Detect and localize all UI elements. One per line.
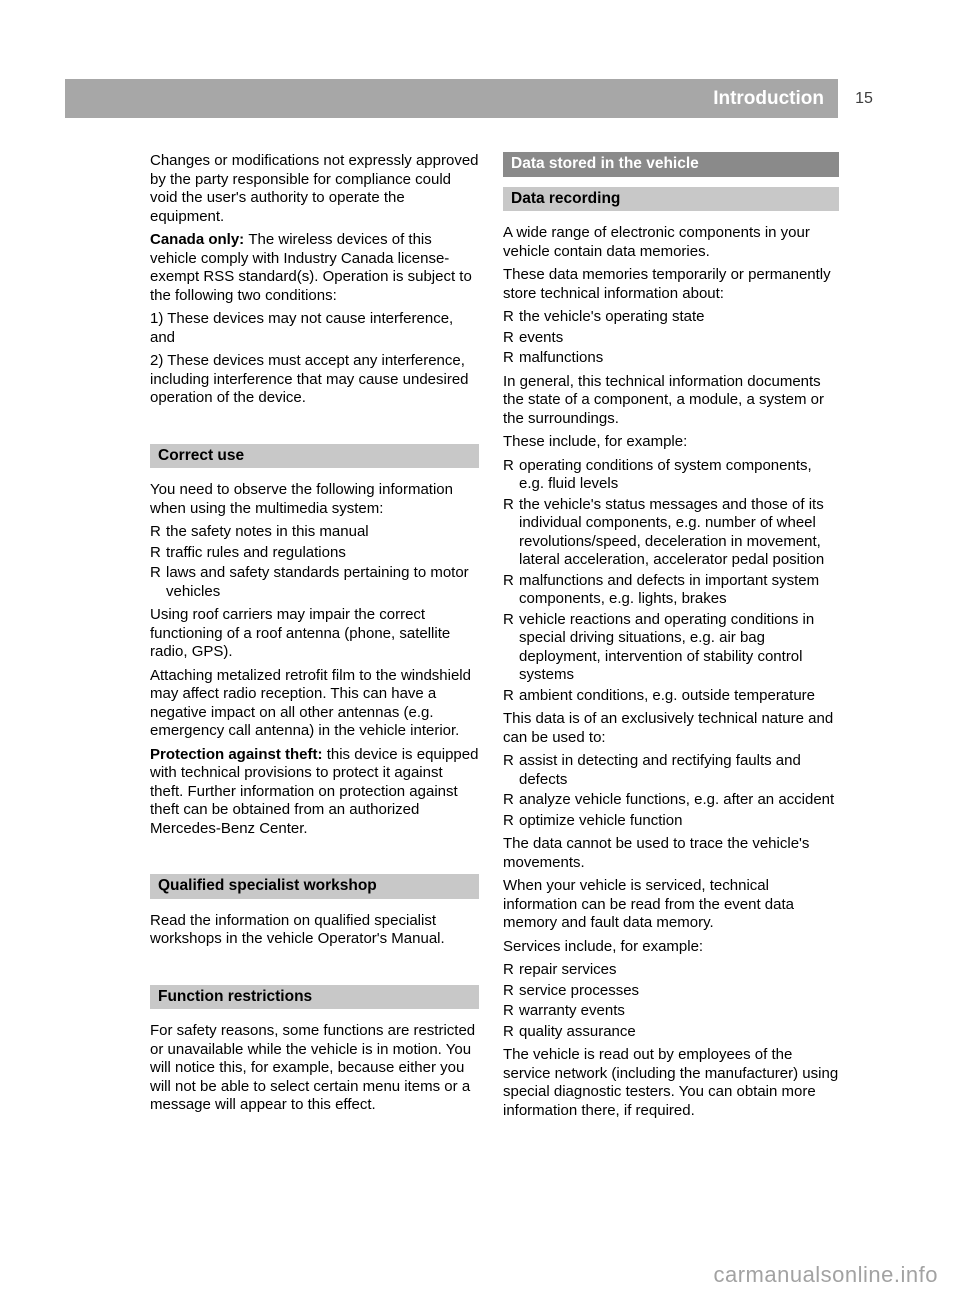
bullet-icon: R (503, 308, 514, 325)
right-column (503, 152, 839, 1125)
bullet-icon: R (503, 456, 514, 474)
bullet-icon: R (503, 328, 514, 346)
paragraph: Using roof carriers may impair the correct functioning of a roof antenna (phone, satellite radio, GPS). (150, 606, 451, 660)
paragraph: Canada only: The wireless devices of this vehicle comply with Industry Canada license-exempt RSS standard(s). Operation is subject to the following two conditions: (150, 231, 472, 304)
watermark: carmanualsonline.info (713, 1262, 938, 1287)
bullet-text: the vehicle's status messages and those of its individual components, e.g. number of wheel revolutions/speed, deceleration in movement, lateral acceleration, accelerator pedal position (519, 495, 825, 568)
bullet-item (503, 349, 839, 368)
paragraph: This data is of an exclusively technical nature and can be used to: (503, 710, 834, 746)
paragraph: These include, for example: (503, 433, 688, 450)
bullet-icon: R (503, 981, 514, 999)
bullet-item (503, 961, 839, 980)
paragraph: The data cannot be used to trace the vehicle's movements. (503, 835, 810, 871)
bullet-text: operating conditions of system components, e.g. fluid levels (519, 456, 812, 492)
bold-lead-in: Canada only: (150, 231, 249, 248)
left-column (150, 152, 479, 1120)
paragraph: For safety reasons, some functions are restricted or unavailable while the vehicle is in motion. You will notice this, for example, because either you will not be able to select certain menu items or a message will appear to this effect. (150, 1022, 476, 1113)
bullet-item (503, 572, 839, 609)
bullet-icon: R (503, 1022, 514, 1040)
bullet-icon: R (503, 1002, 514, 1019)
bullet-item (503, 308, 839, 327)
bullet-item (503, 457, 839, 494)
paragraph: A wide range of electronic components in your vehicle contain data memories. (503, 224, 810, 260)
bullet-item (503, 752, 839, 789)
bullet-icon: R (503, 495, 514, 513)
bullet-text: warranty events (519, 1002, 625, 1019)
section-heading: Qualified specialist workshop (150, 874, 479, 899)
bullet-text: events (519, 328, 564, 346)
bullet-icon: R (150, 564, 161, 581)
bullet-text: ambient conditions, e.g. outside temperature (519, 686, 816, 704)
section-heading: Function restrictions (150, 985, 479, 1010)
bullet-list (503, 308, 839, 368)
bullet-text: assist in detecting and rectifying faults and defects (519, 752, 801, 788)
section-heading: Correct use (150, 444, 479, 469)
bullet-list (503, 457, 839, 706)
bullet-icon: R (503, 811, 514, 829)
paragraph: 1) These devices may not cause interference, and (150, 310, 454, 346)
paragraph: Changes or modifications not expressly approved by the party responsible for compliance could void the user's authority to operate the equipment. (150, 152, 479, 225)
bullet-list (503, 752, 839, 830)
bullet-text: vehicle reactions and operating conditions in special driving situations, e.g. air bag deployment, intervention of stability control systems (519, 610, 815, 683)
paragraph: Attaching metalized retrofit film to the windshield may affect radio reception. This can have a negative impact on all other antennas (e.g. emergency call antenna) in the vehicle interior. (150, 666, 471, 739)
bullet-icon: R (503, 571, 514, 589)
bullet-text: optimize vehicle function (519, 811, 683, 829)
paragraph: You need to observe the following information when using the multimedia system: (150, 481, 453, 517)
paragraph: These data memories temporarily or permanently store technical information about: (503, 266, 831, 302)
paragraph: In general, this technical information documents the state of a component, a module, a system or the surroundings. (503, 372, 825, 427)
bullet-text: malfunctions (519, 349, 604, 366)
bullet-icon: R (503, 349, 514, 366)
bullet-item (503, 812, 839, 831)
paragraph: 2) These devices must accept any interference, including interference that may cause undesired operation of the device. (150, 352, 469, 406)
bullet-text: repair services (519, 961, 617, 978)
bullet-icon: R (503, 752, 514, 769)
paragraph: Protection against theft: this device is equipped with technical provisions to protect it against theft. Further information on protection against theft can be obtained from an authorized Mercedes-Benz Center. (150, 745, 479, 837)
bullet-text: the safety notes in this manual (166, 523, 369, 540)
bullet-text: the vehicle's operating state (519, 308, 705, 325)
bullet-item (503, 791, 839, 810)
paragraph: Read the information on qualified specialist workshops in the vehicle Operator's Manual. (150, 911, 445, 947)
bullet-item (503, 1023, 839, 1042)
bold-lead-in: Protection against theft: (150, 745, 327, 763)
bullet-item (150, 523, 479, 542)
page-header-title: Introduction (713, 87, 824, 109)
bullet-item (503, 1002, 839, 1021)
bullet-item (150, 544, 479, 563)
page-header-bar (65, 79, 838, 118)
bullet-item (503, 687, 839, 706)
bullet-item (503, 329, 839, 348)
bullet-text: laws and safety standards pertaining to motor vehicles (166, 564, 469, 600)
bullet-item (150, 564, 479, 601)
section-heading-major: Data stored in the vehicle (503, 152, 839, 177)
bullet-icon: R (150, 523, 161, 540)
bullet-list (503, 961, 839, 1041)
bullet-icon: R (503, 791, 514, 808)
bullet-list (150, 523, 479, 601)
bullet-icon: R (503, 686, 514, 704)
paragraph: Services include, for example: (503, 937, 704, 955)
bullet-item (503, 611, 839, 685)
bullet-item (503, 496, 839, 570)
bullet-text: service processes (519, 981, 640, 999)
bullet-item (503, 982, 839, 1001)
bullet-icon: R (503, 610, 514, 628)
bullet-icon: R (150, 543, 161, 561)
bullet-text: analyze vehicle functions, e.g. after an accident (519, 791, 835, 808)
page-number: 15 (855, 90, 873, 107)
bullet-text: quality assurance (519, 1022, 636, 1040)
paragraph: The vehicle is read out by employees of the service network (including the manufacturer) using special diagnostic testers. You can obtain more information there, if required. (503, 1046, 839, 1119)
bullet-text: traffic rules and regulations (166, 543, 346, 561)
paragraph: When your vehicle is serviced, technical information can be read from the event data memory and fault data memory. (503, 877, 795, 931)
section-heading: Data recording (503, 187, 839, 212)
bullet-text: malfunctions and defects in important system components, e.g. lights, brakes (519, 571, 820, 607)
bullet-icon: R (503, 961, 514, 978)
